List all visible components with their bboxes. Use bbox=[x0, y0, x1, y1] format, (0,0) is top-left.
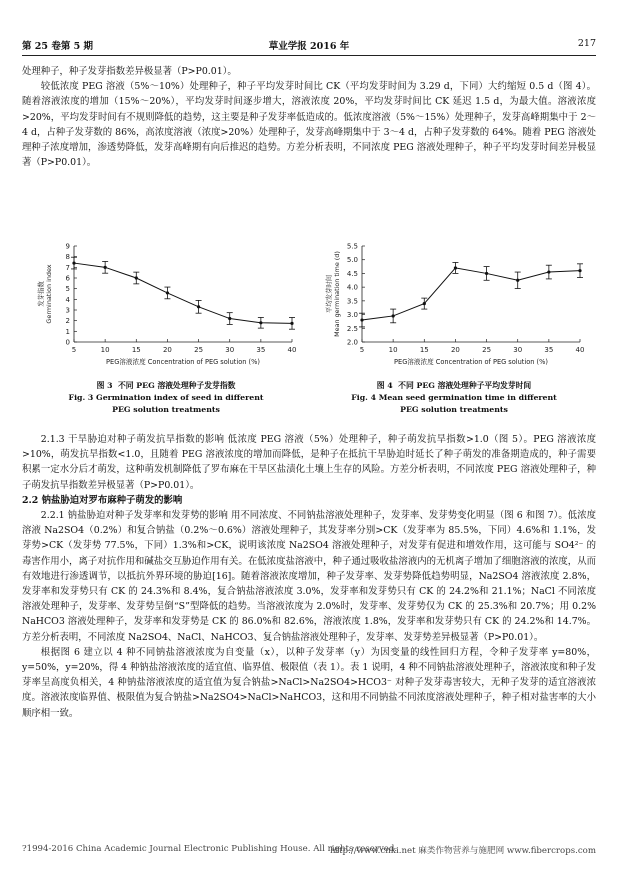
y-axis-label-zh: 平均发芽时间 bbox=[325, 274, 333, 314]
data-point bbox=[72, 261, 75, 264]
data-point bbox=[392, 314, 395, 317]
y-tick-label: 3 bbox=[65, 306, 70, 315]
figure-3-title-en: Fig. 3 Germination index of seed in different bbox=[68, 393, 264, 402]
header-journal: 草业学报 2016 年 bbox=[268, 41, 350, 52]
paragraph: 较低浓度 PEG 溶液（5%～10%）处理种子，种子平均发芽时间比 CK（平均发芽时间为 3.29 d，下同）大约缩短 0.5 d（图 4）。随着溶液浓度的增加（15%～20%），平均发芽时间逐步增大，溶液浓度 20%，平均发芽时间比 CK 延迟 1.5 d，为最大值。溶液浓度>20%，平均发芽时间有不规则降低的趋势，这主要是种子发芽率低造成的。低浓度溶液（5%～15%）处理种子，发芽高峰期集中于 2～4 d，占种子发芽数的 86%，高浓度溶液（浓度>20%）处理种子，发芽高峰期集中于 3～4 d，占种子发芽数的 64%。随着 PEG 溶液处理种子浓度增加，渗透势降低，发芽高峰期有向后推迟的趋势。方差分析表明，不同浓度 PEG 溶液处理种子，种子平均发芽时间差异极显著（P>P0.01）。 bbox=[22, 81, 596, 169]
y-tick-label: 1 bbox=[65, 327, 70, 336]
paragraph: 处理种子，种子发芽指数差异极显著（P>P0.01）。 bbox=[22, 66, 237, 77]
y-tick-label: 5 bbox=[65, 285, 70, 294]
figure-3-number: 图 3 bbox=[96, 381, 113, 390]
figure-4-chart bbox=[310, 238, 598, 380]
body-text-bottom bbox=[22, 432, 596, 721]
y-tick-label: 4 bbox=[65, 295, 70, 304]
y-axis-label-en: Germination index bbox=[45, 264, 53, 324]
figure-3-title-en-2: PEG solution treatments bbox=[112, 405, 220, 414]
x-axis-label: PEG溶液浓度 Concentration of PEG solution (%) bbox=[106, 358, 260, 366]
paragraph: 2.1.3 干旱胁迫对种子萌发抗旱指数的影响 低浓度 PEG 溶液（5%）处理种子，种子萌发抗旱指数>1.0（图 5）。PEG 溶液浓度>10%，萌发抗旱指数<1.0，且随着 PEG 溶液浓度的增加而降低，是种子在抵抗干旱胁迫时延长了种子萌发的准备期造成的，种子需要积累一定水分后才萌发，这种萌发机制降低了罗布麻在干旱区盐渍化土壤上生存的风险。方差分析表明，不同浓度 PEG 溶液处理种子，种子萌发抗旱指数差异极显著（P>P0.01）。 bbox=[22, 434, 596, 491]
x-tick-label: 25 bbox=[194, 346, 204, 354]
x-tick-label: 30 bbox=[225, 346, 235, 354]
figure-3-title-zh: 不同 PEG 溶液处理种子发芽指数 bbox=[117, 381, 236, 390]
y-tick-label: 2.0 bbox=[346, 338, 358, 347]
data-point bbox=[516, 279, 519, 282]
data-point bbox=[423, 302, 426, 305]
y-tick-label: 9 bbox=[65, 242, 70, 251]
x-tick-label: 35 bbox=[256, 346, 266, 354]
figure-4-caption bbox=[310, 380, 598, 416]
y-tick-label: 0 bbox=[65, 338, 70, 347]
x-tick-label: 20 bbox=[450, 346, 460, 354]
y-tick-label: 3.5 bbox=[346, 297, 358, 306]
x-tick-label: 10 bbox=[388, 346, 398, 354]
y-tick-label: 4.5 bbox=[346, 269, 358, 278]
data-point bbox=[290, 322, 293, 325]
data-point bbox=[228, 317, 231, 320]
figure-4-title-en: Fig. 4 Mean seed germination time in different bbox=[351, 393, 557, 402]
header-rule bbox=[22, 55, 596, 56]
y-axis-label-zh: 发芽指数 bbox=[37, 281, 45, 307]
x-axis-label: PEG溶液浓度 Concentration of PEG solution (%) bbox=[394, 358, 548, 366]
series-line bbox=[74, 263, 292, 323]
x-tick-label: 15 bbox=[419, 346, 429, 354]
figure-4-number: 图 4 bbox=[376, 381, 393, 390]
y-tick-label: 7 bbox=[65, 263, 70, 272]
data-point bbox=[578, 269, 581, 272]
x-tick-label: 20 bbox=[162, 346, 172, 354]
footer-url: http://www.cnki.net 麻类作物营养与施肥网 www.fibercrops.com bbox=[330, 846, 596, 856]
y-tick-label: 8 bbox=[65, 253, 70, 262]
section-heading: 2.2 钠盐胁迫对罗布麻种子萌发的影响 bbox=[22, 494, 183, 506]
x-tick-label: 5 bbox=[359, 346, 365, 354]
y-tick-label: 6 bbox=[65, 274, 70, 283]
x-tick-label: 40 bbox=[575, 346, 585, 354]
footer-copyright: ?1994-2016 China Academic Journal Electronic Publishing House. All rights reserved. bbox=[22, 844, 398, 854]
data-point bbox=[485, 272, 488, 275]
header-volume: 第 25 卷第 5 期 bbox=[22, 41, 94, 52]
data-point bbox=[104, 266, 107, 269]
x-tick-label: 35 bbox=[544, 346, 554, 354]
x-tick-label: 10 bbox=[100, 346, 110, 354]
figure-4-title-en-2: PEG solution treatments bbox=[400, 405, 508, 414]
figure-3-caption bbox=[22, 380, 310, 416]
y-tick-label: 5.5 bbox=[346, 242, 358, 251]
data-point bbox=[547, 270, 550, 273]
y-tick-label: 3.0 bbox=[346, 311, 358, 320]
x-tick-label: 5 bbox=[71, 346, 77, 354]
data-point bbox=[135, 276, 138, 279]
x-tick-label: 30 bbox=[513, 346, 523, 354]
x-tick-label: 40 bbox=[287, 346, 297, 354]
paragraph: 2.2.1 钠盐胁迫对种子发芽率和发芽势的影响 用不同浓度、不同钠盐溶液处理种子，发芽率、发芽势变化明显（图 6 和图 7）。低浓度溶液 Na2SO4（0.2%）和复合钠盐（0.2%～0.6%）溶液处理种子，其发芽率分别>CK（发芽率为 85.5%，下同）4.6%和 1.1%，发芽势>CK（发芽势 77.5%，下同）1.3%和>CK，说明该浓度 Na2SO4 溶液处理种子，对发芽有促进和增效作用，这可能与 SO4²⁻ 的毒害作用小，离子对抗作用和碱盐交互胁迫作用有关。在低浓度盐溶液中，种子通过吸收盐溶液内的无机离子增加了细胞溶液的浓度，从而有效地进行渗透调节，以抵抗外界环境的胁迫[16]。随着溶液浓度增加，种子发芽率、发芽势降低趋势明显，Na2SO4 溶液浓度 2.8%，发芽率和发芽势只有 CK 的 24.3%和 8.4%，复合钠盐溶液浓度 3.0%，发芽率和发芽势只有 CK 的 24.2%和 21.1%；NaCl 不同浓度溶液处理种子，发芽率、发芽势呈倒“S”型降低的趋势。当溶液浓度为 2.0%时，发芽率、发芽势仅为 CK 的 25.3%和 20.7%；用 0.2% NaHCO3 溶液处理种子，发芽率和发芽势是 CK 的 86.0%和 82.6%，溶液浓度 1.8%，发芽率和发芽势只有 CK 的 24.2%和 14.7%。方差分析表明，不同浓度 Na2SO4、NaCl、NaHCO3、复合钠盐溶液处理种子，发芽率、发芽势差异极显著（P>P0.01）。 bbox=[22, 510, 596, 643]
y-tick-label: 5.0 bbox=[346, 256, 358, 265]
figure-3-chart bbox=[22, 238, 310, 380]
header-page-number: 217 bbox=[577, 38, 596, 49]
data-point bbox=[197, 305, 200, 308]
y-tick-label: 4.0 bbox=[346, 283, 358, 292]
x-tick-label: 15 bbox=[131, 346, 141, 354]
y-tick-label: 2.5 bbox=[346, 324, 358, 333]
data-point bbox=[454, 266, 457, 269]
running-header bbox=[22, 38, 596, 52]
data-point bbox=[166, 291, 169, 294]
y-tick-label: 2 bbox=[65, 317, 70, 326]
data-point bbox=[360, 318, 363, 321]
y-axis-label-en: Mean germination time (d) bbox=[333, 251, 341, 337]
data-point bbox=[259, 321, 262, 324]
body-text-top bbox=[22, 64, 596, 170]
x-tick-label: 25 bbox=[482, 346, 492, 354]
paragraph: 根据图 6 建立以 4 种不同钠盐溶液浓度为自变量（x），以种子发芽率（y）为因变量的线性回归方程，令种子发芽率 y=80%，y=50%，y=20%，得 4 种钠盐溶液浓度的适宜值、临界值、极限值（表 1）。表 1 说明，4 种不同钠盐溶液处理种子，溶液浓度和种子发芽率呈高度负相关，4 种钠盐溶液浓度的适宜值为复合钠盐>NaCl>Na2SO4>HCO3⁻ 对种子发芽毒害较大，无种子发芽的适宜溶液浓度。溶液浓度临界值、极限值为复合钠盐>Na2SO4>NaCl>NaHCO3，这和用不同钠盐不同浓度溶液处理种子，种子相对盐害率的大小顺序相一致。 bbox=[22, 646, 596, 719]
series-line bbox=[362, 268, 580, 320]
figure-4-title-zh: 不同 PEG 溶液处理种子平均发芽时间 bbox=[398, 381, 532, 390]
